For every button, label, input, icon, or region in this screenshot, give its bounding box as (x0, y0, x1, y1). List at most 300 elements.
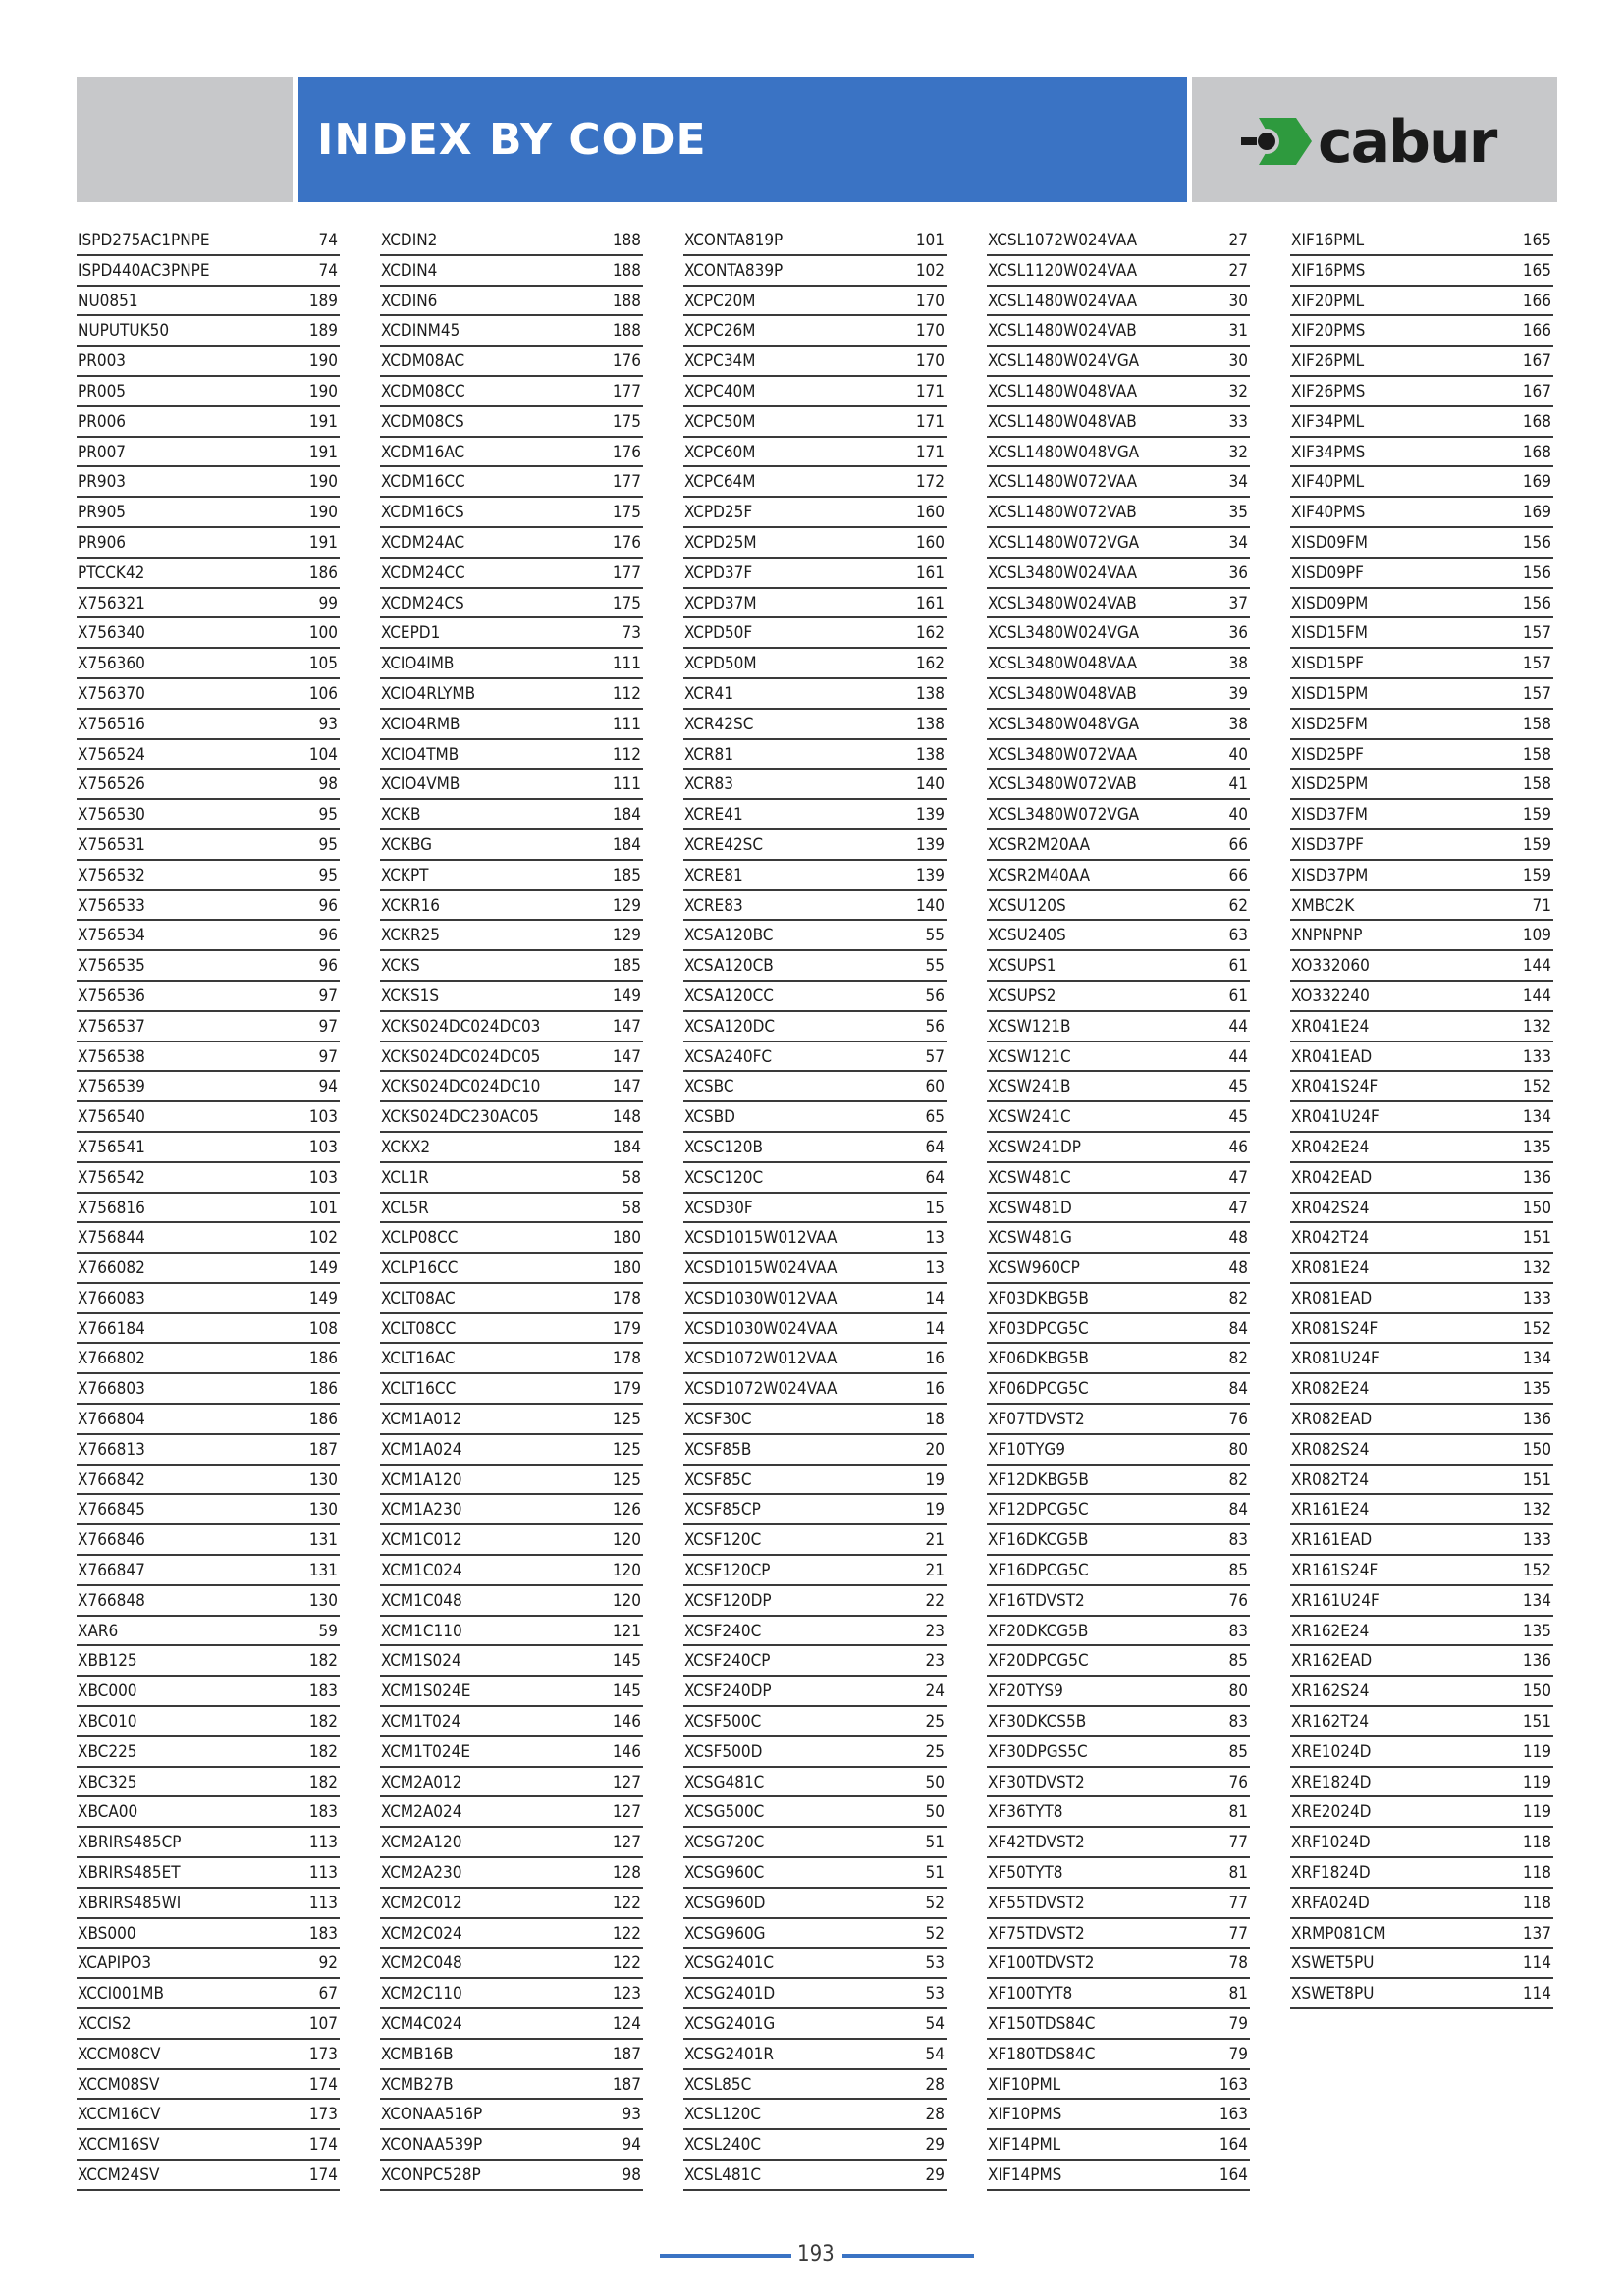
index-entry (77, 1586, 340, 1617)
product-code: XF20TYS9 (988, 1682, 1063, 1702)
index-entry (1290, 1889, 1553, 1919)
page-reference: 151 (1522, 1712, 1551, 1733)
product-code: XCM2C048 (381, 1953, 462, 1974)
product-code: XIF20PML (1291, 291, 1365, 311)
index-entry (1290, 377, 1553, 407)
page-reference: 133 (1522, 1288, 1551, 1308)
index-entry (683, 1072, 947, 1102)
product-code: XCLT08AC (381, 1288, 456, 1308)
product-code: XBB125 (78, 1651, 137, 1672)
product-code: XCPD25F (684, 503, 753, 523)
product-code: NU0851 (78, 291, 138, 311)
index-entry (1290, 467, 1553, 498)
page-reference: 113 (308, 1893, 338, 1913)
page-reference: 132 (1522, 1016, 1551, 1037)
product-code: X756340 (78, 623, 145, 644)
index-entry (1290, 1586, 1553, 1617)
index-entry (1290, 1344, 1553, 1374)
page-reference: 188 (612, 321, 641, 342)
product-code: XCPD37M (684, 593, 757, 614)
product-code: XR041E24 (1291, 1016, 1370, 1037)
product-code: XCSF120CP (684, 1561, 771, 1581)
index-entry (1290, 861, 1553, 891)
page-reference: 127 (612, 1802, 641, 1823)
product-code: XCSBD (684, 1107, 735, 1128)
index-entry (987, 1314, 1250, 1345)
product-code: XCM1C110 (381, 1621, 462, 1641)
product-code: XR041EAD (1291, 1046, 1373, 1067)
index-entry (77, 498, 340, 528)
page-reference: 73 (622, 623, 641, 644)
index-entry (987, 407, 1250, 438)
page-reference: 137 (1522, 1923, 1551, 1944)
product-code: XF07TDVST2 (988, 1410, 1085, 1430)
page-reference: 14 (925, 1288, 945, 1308)
page-reference: 78 (1228, 1953, 1248, 1974)
index-entry (77, 679, 340, 710)
index-entry (77, 1556, 340, 1586)
product-code: XCSL3480W072VAA (988, 744, 1138, 765)
index-entry (380, 1374, 643, 1405)
page-reference: 163 (1218, 2105, 1248, 2125)
brand-name: cabur (1318, 108, 1496, 177)
index-column-1 (77, 226, 340, 2191)
product-code: XCKS024DC024DC03 (381, 1016, 541, 1037)
index-entry (77, 559, 340, 589)
page-reference: 108 (308, 1318, 338, 1339)
product-code: XF36TYT8 (988, 1802, 1063, 1823)
index-column-5 (1290, 226, 1553, 2009)
page-reference: 134 (1522, 1349, 1551, 1369)
product-code: XCDM08CS (381, 411, 464, 432)
index-entry (1290, 1374, 1553, 1405)
product-code: XCSL1480W072VAB (988, 503, 1137, 523)
index-entry (987, 891, 1250, 922)
product-code: XF03DKBG5B (988, 1288, 1089, 1308)
product-code: XCM1A120 (381, 1469, 462, 1490)
page-reference: 107 (308, 2014, 338, 2035)
index-entry (1290, 1828, 1553, 1858)
page-reference: 157 (1522, 683, 1551, 704)
product-code: XCKS024DC230AC05 (381, 1107, 539, 1128)
product-code: XCSG960D (684, 1893, 766, 1913)
page-reference: 38 (1228, 654, 1248, 674)
page-reference: 118 (1522, 1893, 1551, 1913)
index-entry (380, 2100, 643, 2130)
page-reference: 136 (1522, 1651, 1551, 1672)
page-reference: 77 (1228, 1893, 1248, 1913)
product-code: XCEPD1 (381, 623, 441, 644)
index-entry (1290, 1042, 1553, 1073)
product-code: XR161S24F (1291, 1561, 1379, 1581)
product-code: XCRE42SC (684, 834, 764, 855)
page-reference: 74 (318, 231, 338, 250)
index-entry (987, 528, 1250, 559)
product-code: XRF1824D (1291, 1863, 1371, 1884)
page-reference: 13 (925, 1228, 945, 1249)
product-code: X756534 (78, 926, 145, 946)
page-reference: 61 (1228, 956, 1248, 977)
index-entry (987, 740, 1250, 771)
product-code: XCPD37F (684, 562, 753, 583)
page-reference: 14 (925, 1318, 945, 1339)
index-entry (987, 951, 1250, 982)
page-reference: 182 (308, 1651, 338, 1672)
product-code: XF06DKBG5B (988, 1349, 1089, 1369)
product-code: XCPC20M (684, 291, 756, 311)
index-entry (683, 649, 947, 679)
page-reference: 80 (1228, 1439, 1248, 1460)
index-entry (987, 467, 1250, 498)
product-code: XISD25PF (1291, 744, 1364, 765)
product-code: XCSF85C (684, 1469, 752, 1490)
index-entry (683, 951, 947, 982)
page-reference: 176 (612, 532, 641, 553)
product-code: XCPC50M (684, 411, 756, 432)
product-code: XF42TDVST2 (988, 1833, 1085, 1853)
page-reference: 166 (1522, 291, 1551, 311)
page-reference: 21 (925, 1561, 945, 1581)
product-code: XF10TYG9 (988, 1439, 1065, 1460)
page-reference: 134 (1522, 1590, 1551, 1611)
page-reference: 139 (915, 805, 945, 826)
page-reference: 82 (1228, 1469, 1248, 1490)
product-code: XR082S24 (1291, 1439, 1370, 1460)
product-code: XR082T24 (1291, 1469, 1370, 1490)
page-reference: 165 (1522, 260, 1551, 281)
product-code: XCSL1480W048VAA (988, 381, 1138, 401)
index-entry (683, 528, 947, 559)
page-reference: 66 (1228, 865, 1248, 885)
product-code: XR161EAD (1291, 1530, 1373, 1551)
index-entry (987, 830, 1250, 861)
page-reference: 23 (925, 1621, 945, 1641)
page-reference: 132 (1522, 1258, 1551, 1279)
page-reference: 139 (915, 865, 945, 885)
index-entry (77, 1919, 340, 1949)
index-entry (1290, 618, 1553, 649)
product-code: XIF40PMS (1291, 503, 1366, 523)
product-code: XMBC2K (1291, 895, 1355, 916)
page-reference: 149 (308, 1258, 338, 1279)
page-reference: 98 (622, 2165, 641, 2185)
index-entry (683, 1617, 947, 1647)
index-entry (987, 1737, 1250, 1768)
product-code: XCRE83 (684, 895, 743, 916)
page-reference: 161 (915, 562, 945, 583)
page-reference: 179 (612, 1379, 641, 1400)
page-reference: 151 (1522, 1228, 1551, 1249)
product-code: XF30DPGS5C (988, 1741, 1088, 1762)
product-code: XCSF120C (684, 1530, 762, 1551)
index-entry (1290, 1163, 1553, 1194)
page-reference: 16 (925, 1379, 945, 1400)
page-reference: 96 (318, 926, 338, 946)
page-reference: 52 (925, 1893, 945, 1913)
index-entry (77, 770, 340, 800)
index-entry (380, 287, 643, 317)
index-entry (1290, 921, 1553, 951)
product-code: XCKBG (381, 834, 432, 855)
index-entry (77, 1707, 340, 1737)
index-entry (77, 830, 340, 861)
page-reference: 104 (308, 744, 338, 765)
index-entry (1290, 1737, 1553, 1768)
index-entry (1290, 649, 1553, 679)
product-code: XRFA024D (1291, 1893, 1370, 1913)
index-entry (1290, 1133, 1553, 1163)
page-reference: 103 (308, 1107, 338, 1128)
product-code: XIF40PML (1291, 472, 1365, 493)
page-reference: 159 (1522, 865, 1551, 885)
page-reference: 125 (612, 1469, 641, 1490)
page-reference: 190 (308, 381, 338, 401)
index-entry (1290, 679, 1553, 710)
product-code: XR042T24 (1291, 1228, 1370, 1249)
product-code: XCSF240C (684, 1621, 762, 1641)
page-reference: 105 (308, 654, 338, 674)
product-code: XF12DKBG5B (988, 1469, 1089, 1490)
index-entry (683, 2009, 947, 2040)
index-entry (380, 951, 643, 982)
index-entry (683, 1012, 947, 1042)
index-entry (380, 316, 643, 347)
index-entry (1290, 1646, 1553, 1677)
index-entry (380, 1979, 643, 2009)
page-reference: 163 (1218, 2074, 1248, 2095)
product-code: XBRIRS485WI (78, 1893, 182, 1913)
page-reference: 122 (612, 1893, 641, 1913)
index-entry (683, 1677, 947, 1707)
product-code: XCSL481C (684, 2165, 762, 2185)
page-reference: 145 (612, 1651, 641, 1672)
product-code: XCSF30C (684, 1410, 752, 1430)
page-reference: 183 (308, 1682, 338, 1702)
page-reference: 48 (1228, 1228, 1248, 1249)
product-code: XR162T24 (1291, 1712, 1370, 1733)
product-code: XCPD25M (684, 532, 757, 553)
page-reference: 157 (1522, 654, 1551, 674)
product-code: XCM2A230 (381, 1863, 462, 1884)
index-entry (380, 377, 643, 407)
page-reference: 45 (1228, 1107, 1248, 1128)
page-reference: 188 (612, 291, 641, 311)
page-reference: 102 (915, 260, 945, 281)
index-entry (1290, 1466, 1553, 1496)
product-code: XCR41 (684, 683, 734, 704)
index-entry (683, 891, 947, 922)
page-reference: 84 (1228, 1379, 1248, 1400)
page-reference: 30 (1228, 291, 1248, 311)
product-code: XCSUPS1 (988, 956, 1056, 977)
product-code: X756532 (78, 865, 145, 885)
product-code: XCSR2M40AA (988, 865, 1091, 885)
page-reference: 158 (1522, 744, 1551, 765)
product-code: XCR83 (684, 774, 734, 795)
index-entry (380, 1797, 643, 1828)
product-code: XCSL1480W072VGA (988, 532, 1140, 553)
index-entry (380, 2161, 643, 2191)
page-reference: 85 (1228, 1561, 1248, 1581)
product-code: PR905 (78, 503, 127, 523)
product-code: XR162E24 (1291, 1621, 1370, 1641)
product-code: XF16TDVST2 (988, 1590, 1085, 1611)
page-reference: 102 (308, 1228, 338, 1249)
product-code: XCSBC (684, 1077, 734, 1097)
index-entry (1290, 1677, 1553, 1707)
product-code: XCSG500C (684, 1802, 765, 1823)
page-reference: 147 (612, 1046, 641, 1067)
product-code: XBC225 (78, 1741, 137, 1762)
page-reference: 13 (925, 1258, 945, 1279)
product-code: XCKPT (381, 865, 429, 885)
product-code: ISPD275AC1PNPE (78, 231, 210, 250)
product-code: XCDM24AC (381, 532, 465, 553)
page-reference: 146 (612, 1712, 641, 1733)
product-code: XCSL85C (684, 2074, 752, 2095)
product-code: XCSC120C (684, 1167, 764, 1188)
index-entry (380, 1194, 643, 1224)
index-entry (77, 921, 340, 951)
index-entry (1290, 256, 1553, 287)
page-reference: 114 (1522, 1953, 1551, 1974)
index-entry (77, 1344, 340, 1374)
page-reference: 186 (308, 562, 338, 583)
page-reference: 187 (308, 1439, 338, 1460)
product-code: X766848 (78, 1590, 145, 1611)
page-reference: 158 (1522, 774, 1551, 795)
index-entry (77, 2100, 340, 2130)
index-entry (380, 528, 643, 559)
index-entry (77, 407, 340, 438)
page-reference: 133 (1522, 1046, 1551, 1067)
index-entry (987, 1435, 1250, 1466)
page-reference: 150 (1522, 1198, 1551, 1218)
index-entry (380, 2040, 643, 2070)
product-code: XR081S24F (1291, 1318, 1379, 1339)
index-entry (380, 1737, 643, 1768)
index-entry (380, 498, 643, 528)
page-reference: 124 (612, 2014, 641, 2035)
index-entry (1290, 800, 1553, 830)
index-entry (683, 2040, 947, 2070)
index-entry (77, 1737, 340, 1768)
index-entry (77, 1797, 340, 1828)
index-entry (77, 1042, 340, 1073)
index-entry (1290, 347, 1553, 377)
index-entry (77, 1102, 340, 1133)
page-reference: 32 (1228, 442, 1248, 462)
product-code: XCM1C024 (381, 1561, 462, 1581)
product-code: XCSF85B (684, 1439, 752, 1460)
page-reference: 174 (308, 2135, 338, 2156)
index-entry (987, 1042, 1250, 1073)
product-code: XF16DKCG5B (988, 1530, 1089, 1551)
product-code: XSWET5PU (1291, 1953, 1375, 1974)
product-code: XCDM16AC (381, 442, 465, 462)
product-code: XCSL240C (684, 2135, 762, 2156)
index-entry (1290, 1314, 1553, 1345)
product-code: XCKX2 (381, 1137, 431, 1157)
page-reference: 66 (1228, 834, 1248, 855)
page-reference: 47 (1228, 1198, 1248, 1218)
product-code: XCM2A120 (381, 1833, 462, 1853)
product-code: XRE2024D (1291, 1802, 1372, 1823)
index-entry (380, 1405, 643, 1435)
page-reference: 32 (1228, 381, 1248, 401)
product-code: X766802 (78, 1349, 145, 1369)
index-entry (683, 861, 947, 891)
product-code: XCPC34M (684, 351, 756, 372)
page-reference: 95 (318, 834, 338, 855)
index-entry (683, 679, 947, 710)
product-code: XCLT16CC (381, 1379, 457, 1400)
index-entry (77, 438, 340, 468)
product-code: XCSW121C (988, 1046, 1071, 1067)
index-entry (1290, 891, 1553, 922)
page-reference: 172 (915, 472, 945, 493)
product-code: XCDIN6 (381, 291, 438, 311)
page-footer (0, 2240, 1624, 2269)
index-entry (683, 1858, 947, 1889)
index-entry (77, 1163, 340, 1194)
page-reference: 149 (612, 986, 641, 1006)
product-code: XR041S24F (1291, 1077, 1379, 1097)
index-entry (77, 1677, 340, 1707)
index-entry (683, 287, 947, 317)
product-code: XISD15PF (1291, 654, 1364, 674)
page-reference: 122 (612, 1923, 641, 1944)
page-reference: 129 (612, 926, 641, 946)
index-entry (987, 1677, 1250, 1707)
page-reference: 171 (915, 442, 945, 462)
index-entry (683, 1828, 947, 1858)
product-code: XCSL120C (684, 2105, 762, 2125)
product-code: XISD15FM (1291, 623, 1368, 644)
page-reference: 16 (925, 1349, 945, 1369)
product-code: XCLT16AC (381, 1349, 456, 1369)
page-reference: 111 (612, 714, 641, 734)
index-entry (77, 2161, 340, 2191)
page-reference: 55 (925, 956, 945, 977)
page-reference: 118 (1522, 1863, 1551, 1884)
index-entry (987, 1072, 1250, 1102)
product-code: XCSD1015W024VAA (684, 1258, 838, 1279)
page-reference: 144 (1522, 956, 1551, 977)
page-reference: 46 (1228, 1137, 1248, 1157)
page-reference: 177 (612, 562, 641, 583)
index-entry (987, 1495, 1250, 1525)
index-entry (987, 2070, 1250, 2101)
page-reference: 37 (1228, 593, 1248, 614)
index-entry (77, 982, 340, 1012)
product-code: XCSF240CP (684, 1651, 771, 1672)
index-entry (987, 1617, 1250, 1647)
page-reference: 191 (308, 411, 338, 432)
index-entry (77, 1466, 340, 1496)
index-entry (987, 1344, 1250, 1374)
product-code: XCM2C024 (381, 1923, 462, 1944)
index-entry (683, 2100, 947, 2130)
product-code: XCSG960G (684, 1923, 766, 1944)
page-reference: 127 (612, 1833, 641, 1853)
index-entry (987, 921, 1250, 951)
page-reference: 165 (1522, 231, 1551, 250)
index-entry (77, 1314, 340, 1345)
index-entry (77, 951, 340, 982)
page-reference: 83 (1228, 1712, 1248, 1733)
page-reference: 51 (925, 1863, 945, 1884)
